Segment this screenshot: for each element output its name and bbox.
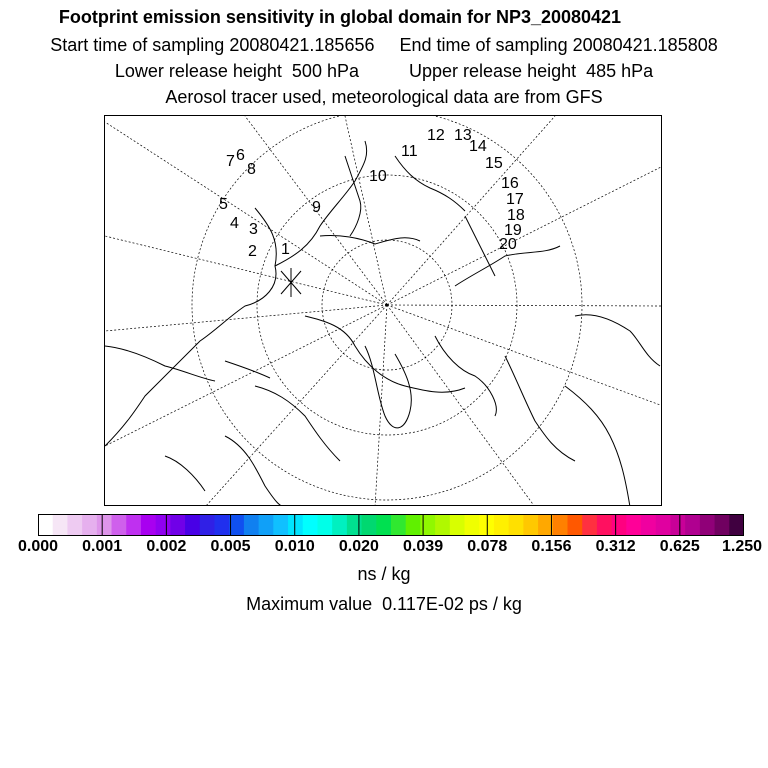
colorbar-swatch — [97, 514, 112, 536]
end-time: End time of sampling 20080421.185808 — [399, 35, 718, 55]
sampling-times — [0, 34, 768, 56]
coastlines — [105, 141, 660, 506]
colorbar-swatch — [317, 514, 332, 536]
colorbar-swatch — [362, 514, 377, 536]
colorbar-swatch — [729, 514, 744, 536]
release-location-marker — [281, 268, 301, 297]
colorbar-swatch — [185, 514, 200, 536]
colorbar-swatch — [465, 514, 480, 536]
trajectory-label-1: 1 — [281, 241, 290, 258]
trajectory-label-14: 14 — [469, 138, 487, 155]
colorbar-swatch — [685, 514, 700, 536]
colorbar-swatch — [229, 514, 244, 536]
colorbar-swatch — [391, 514, 406, 536]
colorbar-swatch — [715, 514, 730, 536]
colorbar-tick-1: 0.001 — [82, 538, 123, 555]
colorbar-swatch — [597, 514, 612, 536]
trajectory-label-19: 19 — [504, 222, 522, 239]
figure-title: Footprint emission sensitivity in global domain for NP3_20080421 — [58, 7, 622, 27]
trajectory-label-8: 8 — [247, 161, 256, 178]
colorbar-swatch — [612, 514, 627, 536]
trajectory-labels — [219, 127, 525, 260]
colorbar-swatch — [244, 514, 259, 536]
colorbar-swatch — [568, 514, 583, 536]
trajectory-label-17: 17 — [506, 191, 524, 208]
colorbar-tick-9: 0.312 — [595, 538, 636, 555]
colorbar-swatch — [156, 514, 171, 536]
colorbar-swatch — [112, 514, 127, 536]
tracer-note: Aerosol tracer used, meteorological data are from GFS — [165, 87, 603, 107]
colorbar-swatch — [67, 514, 82, 536]
colorbar-swatch — [200, 514, 215, 536]
trajectory-label-16: 16 — [501, 175, 519, 192]
trajectory-label-9: 9 — [312, 199, 321, 216]
trajectory-label-15: 15 — [485, 155, 503, 172]
trajectory-label-20: 20 — [499, 236, 517, 253]
colorbar-tick-10: 0.625 — [659, 538, 700, 555]
colorbar-tick-labels — [0, 538, 768, 558]
trajectory-label-12: 12 — [427, 127, 445, 144]
colorbar-swatch — [494, 514, 509, 536]
trajectory-label-6: 6 — [236, 147, 245, 164]
colorbar-tick-5: 0.020 — [338, 538, 379, 555]
colorbar-tick-3: 0.005 — [210, 538, 251, 555]
colorbar-swatch — [170, 514, 185, 536]
colorbar-swatch — [670, 514, 685, 536]
colorbar-swatch — [347, 514, 362, 536]
colorbar-swatch — [376, 514, 391, 536]
lower-height: Lower release height 500 hPa — [114, 61, 359, 81]
trajectory-label-4: 4 — [230, 215, 239, 232]
start-time: Start time of sampling 20080421.185656 — [50, 35, 375, 55]
colorbar-swatch — [450, 514, 465, 536]
colorbar-swatch — [553, 514, 568, 536]
colorbar-tick-0: 0.000 — [17, 538, 59, 555]
colorbar-swatch — [141, 514, 156, 536]
colorbar-swatch — [126, 514, 141, 536]
trajectory-label-7: 7 — [226, 153, 235, 170]
maximum-value: Maximum value 0.117E-02 ps / kg — [246, 594, 522, 614]
colorbar-swatch — [303, 514, 318, 536]
colorbar-swatch — [641, 514, 656, 536]
colorbar-swatch — [656, 514, 671, 536]
colorbar-tick-7: 0.078 — [467, 538, 508, 555]
colorbar-swatch — [53, 514, 68, 536]
colorbar — [38, 514, 744, 536]
trajectory-label-11: 11 — [401, 143, 418, 160]
polar-map — [104, 115, 662, 506]
colorbar-swatch — [38, 514, 53, 536]
colorbar-tick-2: 0.002 — [146, 538, 187, 555]
colorbar-swatch — [82, 514, 97, 536]
trajectory-label-3: 3 — [249, 221, 258, 238]
release-heights — [0, 60, 768, 82]
colorbar-swatch — [288, 514, 303, 536]
colorbar-swatch — [700, 514, 715, 536]
colorbar-swatch — [215, 514, 230, 536]
colorbar-swatch — [259, 514, 274, 536]
upper-height: Upper release height 485 hPa — [409, 61, 654, 81]
trajectory-label-5: 5 — [219, 196, 228, 213]
colorbar-swatch — [523, 514, 538, 536]
colorbar-swatch — [626, 514, 641, 536]
colorbar-swatch — [582, 514, 597, 536]
colorbar-tick-6: 0.039 — [403, 538, 444, 555]
colorbar-tick-8: 0.156 — [531, 538, 572, 555]
colorbar-swatch — [509, 514, 524, 536]
trajectory-label-2: 2 — [248, 243, 257, 260]
map-svg — [105, 116, 662, 506]
colorbar-tick-4: 0.010 — [274, 538, 315, 555]
colorbar-swatch — [406, 514, 421, 536]
trajectory-label-18: 18 — [507, 207, 525, 224]
trajectory-label-13: 13 — [454, 127, 472, 144]
colorbar-tick-11: 1.250 — [721, 538, 763, 555]
colorbar-swatch — [273, 514, 288, 536]
colorbar-units: ns / kg — [357, 564, 411, 584]
colorbar-swatch — [435, 514, 450, 536]
trajectory-label-10: 10 — [369, 168, 387, 185]
colorbar-swatch — [332, 514, 347, 536]
